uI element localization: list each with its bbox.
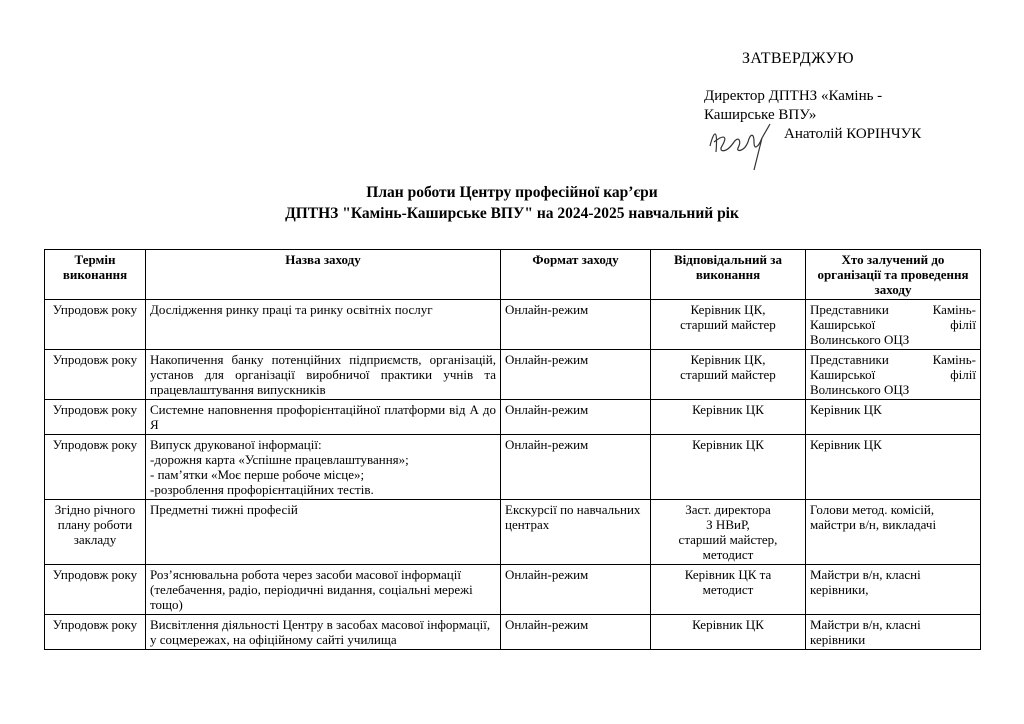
cell-involved: Керівник ЦК bbox=[806, 435, 981, 500]
cell-responsible: Керівник ЦК bbox=[651, 615, 806, 650]
approval-position-line1: Директор ДПТНЗ «Камінь - bbox=[704, 88, 883, 104]
cell-name: Системне наповнення профорієнтаційної платформи від А до Я bbox=[146, 400, 501, 435]
table-row bbox=[45, 300, 981, 350]
cell-term: Упродовж року bbox=[45, 565, 146, 615]
approval-position-line2: Каширське ВПУ» bbox=[704, 107, 817, 123]
cell-responsible: Заст. директора З НВиР, старший майстер, методист bbox=[651, 500, 806, 565]
cell-term: Упродовж року bbox=[45, 615, 146, 650]
header-term: Термін виконання bbox=[45, 250, 146, 300]
table-header-row bbox=[45, 250, 981, 300]
cell-format: Онлайн-режим bbox=[501, 350, 651, 400]
cell-involved: Представники Камінь-Каширської філії Волинського ОЦЗ bbox=[806, 350, 981, 400]
table-row bbox=[45, 565, 981, 615]
cell-format: Екскурсії по навчальних центрах bbox=[501, 500, 651, 565]
cell-term: Упродовж року bbox=[45, 400, 146, 435]
cell-format: Онлайн-режим bbox=[501, 565, 651, 615]
cell-term: Упродовж року bbox=[45, 350, 146, 400]
header-name: Назва заходу bbox=[146, 250, 501, 300]
header-responsible: Відповідальний за виконання bbox=[651, 250, 806, 300]
cell-name: Накопичення банку потенційних підприємств, організацій, установ для організації виробничої практики учнів та працевлаштування випускників bbox=[146, 350, 501, 400]
cell-responsible: Керівник ЦК, старший майстер bbox=[651, 350, 806, 400]
header-involved: Хто залучений до організації та проведення заходу bbox=[806, 250, 981, 300]
cell-name: Дослідження ринку праці та ринку освітніх послуг bbox=[146, 300, 501, 350]
cell-involved: Голови метод. комісій, майстри в/н, викладачі bbox=[806, 500, 981, 565]
approval-name: Анатолій КОРІНЧУК bbox=[784, 126, 922, 142]
cell-name: Висвітлення діяльності Центру в засобах масової інформації, у соцмережах, на офіційному сайті училища bbox=[146, 615, 501, 650]
document-title-line1: План роботи Центру професійної кар’єри bbox=[366, 184, 658, 201]
cell-format: Онлайн-режим bbox=[501, 400, 651, 435]
approval-title: ЗАТВЕРДЖУЮ bbox=[742, 50, 854, 67]
table-row bbox=[45, 615, 981, 650]
table-row bbox=[45, 350, 981, 400]
cell-involved: Майстри в/н, класні керівники bbox=[806, 615, 981, 650]
table-row bbox=[45, 400, 981, 435]
cell-name: Роз’яснювальна робота через засоби масової інформації (телебачення, радіо, періодичні видання, соціальні мережі тощо) bbox=[146, 565, 501, 615]
cell-responsible: Керівник ЦК bbox=[651, 400, 806, 435]
header-format: Формат заходу bbox=[501, 250, 651, 300]
table-row bbox=[45, 500, 981, 565]
cell-involved: Майстри в/н, класні керівники, bbox=[806, 565, 981, 615]
document-title-line2: ДПТНЗ "Камінь-Каширське ВПУ" на 2024-2025 навчальний рік bbox=[285, 205, 739, 222]
cell-responsible: Керівник ЦК, старший майстер bbox=[651, 300, 806, 350]
cell-term: Упродовж року bbox=[45, 300, 146, 350]
cell-format: Онлайн-режим bbox=[501, 435, 651, 500]
cell-responsible: Керівник ЦК bbox=[651, 435, 806, 500]
cell-involved: Керівник ЦК bbox=[806, 400, 981, 435]
cell-name: Випуск друкованої інформації: -дорожня карта «Успішне працевлаштування»; - пам’ятки «Моє перше робоче місце»; -розроблення профорієнтаційних тестів. bbox=[146, 435, 501, 500]
cell-term: Упродовж року bbox=[45, 435, 146, 500]
plan-table bbox=[44, 249, 981, 650]
signature-image bbox=[704, 112, 794, 172]
cell-name: Предметні тижні професій bbox=[146, 500, 501, 565]
cell-term: Згідно річного плану роботи закладу bbox=[45, 500, 146, 565]
cell-format: Онлайн-режим bbox=[501, 300, 651, 350]
table-row bbox=[45, 435, 981, 500]
cell-involved: Представники Камінь-Каширської філії Волинського ОЦЗ bbox=[806, 300, 981, 350]
cell-responsible: Керівник ЦК та методист bbox=[651, 565, 806, 615]
cell-format: Онлайн-режим bbox=[501, 615, 651, 650]
